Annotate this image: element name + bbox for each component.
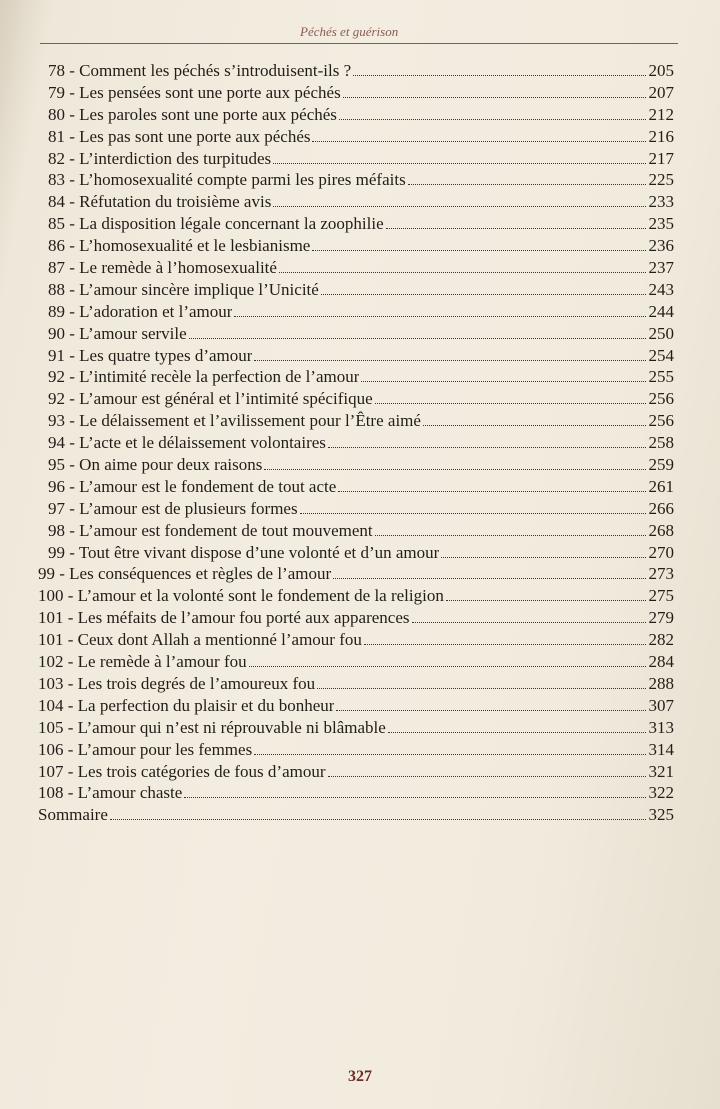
toc-entry-page: 325 bbox=[648, 805, 674, 825]
dot-leader bbox=[264, 469, 645, 470]
toc-entry bbox=[38, 717, 674, 739]
dot-leader bbox=[375, 403, 646, 404]
toc-entry-title: 91 - Les quatre types d’amour bbox=[48, 345, 253, 365]
toc-entry bbox=[38, 695, 674, 717]
toc-entry-title: Sommaire bbox=[38, 805, 108, 825]
toc-entry bbox=[38, 782, 674, 804]
toc-entry-page: 275 bbox=[648, 586, 674, 606]
dot-leader bbox=[249, 666, 646, 667]
toc-entry-page: 321 bbox=[648, 761, 674, 781]
toc-entry-title: 92 - L’amour est général et l’intimité spécifique bbox=[48, 389, 373, 409]
toc-entry bbox=[38, 542, 674, 564]
dot-leader bbox=[408, 184, 646, 185]
toc-entry-page: 233 bbox=[648, 192, 674, 212]
toc-entry-title: 100 - L’amour et la volonté sont le fondement de la religion bbox=[38, 586, 444, 606]
toc-entry-title: 93 - Le délaissement et l’avilissement pour l’Être aimé bbox=[48, 411, 421, 431]
toc-entry-page: 313 bbox=[648, 717, 674, 737]
toc-entry bbox=[38, 520, 674, 542]
toc-entry bbox=[38, 301, 674, 323]
dot-leader bbox=[254, 360, 645, 361]
toc-entry bbox=[38, 126, 674, 148]
toc-entry-page: 250 bbox=[648, 323, 674, 343]
dot-leader bbox=[317, 688, 645, 689]
dot-leader bbox=[388, 732, 646, 733]
dot-leader bbox=[364, 644, 646, 645]
dot-leader bbox=[254, 754, 645, 755]
toc-entry-page: 259 bbox=[648, 455, 674, 475]
toc-entry bbox=[38, 257, 674, 279]
toc-entry-title: 88 - L’amour sincère implique l’Unicité bbox=[48, 279, 319, 299]
toc-entry bbox=[38, 191, 674, 213]
toc-entry-page: 307 bbox=[648, 695, 674, 715]
toc-entry bbox=[38, 323, 674, 345]
dot-leader bbox=[328, 776, 646, 777]
dot-leader bbox=[375, 535, 646, 536]
dot-leader bbox=[361, 381, 645, 382]
toc-entry bbox=[38, 235, 674, 257]
dot-leader bbox=[110, 819, 646, 820]
toc-entry bbox=[38, 410, 674, 432]
dot-leader bbox=[189, 338, 646, 339]
dot-leader bbox=[300, 513, 646, 514]
toc-entry bbox=[38, 169, 674, 191]
toc-entry-title: 101 - Ceux dont Allah a mentionné l’amour fou bbox=[38, 630, 362, 650]
toc-entry-page: 254 bbox=[648, 345, 674, 365]
dot-leader bbox=[441, 557, 645, 558]
dot-leader bbox=[328, 447, 646, 448]
toc-entry bbox=[38, 104, 674, 126]
table-of-contents bbox=[38, 60, 674, 826]
toc-entry-page: 256 bbox=[648, 411, 674, 431]
toc-entry-title: 89 - L’adoration et l’amour bbox=[48, 301, 233, 321]
toc-entry bbox=[38, 366, 674, 388]
toc-entry-title: 99 - Les conséquences et règles de l’amour bbox=[38, 564, 332, 584]
toc-entry-page: 243 bbox=[648, 279, 674, 299]
toc-entry-page: 207 bbox=[648, 82, 674, 102]
dot-leader bbox=[338, 491, 645, 492]
toc-entry-page: 237 bbox=[648, 258, 674, 278]
dot-leader bbox=[339, 119, 646, 120]
toc-entry bbox=[38, 82, 674, 104]
toc-entry-title: 104 - La perfection du plaisir et du bonheur bbox=[38, 695, 335, 715]
toc-entry bbox=[38, 388, 674, 410]
toc-entry-title: 103 - Les trois degrés de l’amoureux fou bbox=[38, 673, 316, 693]
toc-entry bbox=[38, 60, 674, 82]
toc-entry-page: 225 bbox=[648, 170, 674, 190]
toc-entry-title: 95 - On aime pour deux raisons bbox=[48, 455, 263, 475]
toc-entry bbox=[38, 498, 674, 520]
toc-entry-title: 83 - L’homosexualité compte parmi les pires méfaits bbox=[48, 170, 406, 190]
dot-leader bbox=[446, 600, 646, 601]
dot-leader bbox=[184, 797, 645, 798]
dot-leader bbox=[336, 710, 645, 711]
toc-entry-title: 101 - Les méfaits de l’amour fou porté aux apparences bbox=[38, 608, 410, 628]
toc-entry-page: 273 bbox=[648, 564, 674, 584]
dot-leader bbox=[343, 97, 646, 98]
toc-entry-title: 90 - L’amour servile bbox=[48, 323, 187, 343]
toc-entry bbox=[38, 213, 674, 235]
toc-entry-title: 99 - Tout être vivant dispose d’une volonté et d’un amour bbox=[48, 542, 440, 562]
toc-entry-page: 258 bbox=[648, 433, 674, 453]
toc-entry-title: 105 - L’amour qui n’est ni réprouvable ni blâmable bbox=[38, 717, 386, 737]
toc-entry-title: 86 - L’homosexualité et le lesbianisme bbox=[48, 236, 311, 256]
toc-entry-title: 79 - Les pensées sont une porte aux péchés bbox=[48, 82, 341, 102]
dot-leader bbox=[386, 228, 646, 229]
toc-entry bbox=[38, 432, 674, 454]
dot-leader bbox=[321, 294, 646, 295]
running-head: Péchés et guérison bbox=[300, 24, 399, 39]
toc-entry bbox=[38, 629, 674, 651]
toc-entry-page: 216 bbox=[648, 126, 674, 146]
toc-entry bbox=[38, 761, 674, 783]
toc-entry-title: 84 - Réfutation du troisième avis bbox=[48, 192, 272, 212]
toc-entry-page: 282 bbox=[648, 630, 674, 650]
toc-entry-title: 107 - Les trois catégories de fous d’amour bbox=[38, 761, 326, 781]
toc-entry-page: 279 bbox=[648, 608, 674, 628]
dot-leader bbox=[279, 272, 646, 273]
toc-entry bbox=[38, 739, 674, 761]
toc-entry-page: 266 bbox=[648, 498, 674, 518]
toc-entry bbox=[38, 651, 674, 673]
page-number: 327 bbox=[348, 1068, 372, 1085]
toc-entry-title: 82 - L’interdiction des turpitudes bbox=[48, 148, 272, 168]
toc-entry-title: 106 - L’amour pour les femmes bbox=[38, 739, 253, 759]
toc-entry-page: 236 bbox=[648, 236, 674, 256]
toc-entry bbox=[38, 345, 674, 367]
toc-entry-title: 108 - L’amour chaste bbox=[38, 783, 183, 803]
toc-entry bbox=[38, 454, 674, 476]
toc-entry-page: 288 bbox=[648, 673, 674, 693]
toc-entry-title: 78 - Comment les péchés s’introduisent-ils ? bbox=[48, 61, 352, 80]
toc-entry-page: 261 bbox=[648, 476, 674, 496]
toc-entry bbox=[38, 607, 674, 629]
toc-entry-title: 85 - La disposition légale concernant la zoophilie bbox=[48, 214, 384, 234]
toc-entry-page: 255 bbox=[648, 367, 674, 387]
toc-entry bbox=[38, 148, 674, 170]
toc-entry bbox=[38, 804, 674, 826]
toc-entry-page: 244 bbox=[648, 301, 674, 321]
toc-entry-title: 102 - Le remède à l’amour fou bbox=[38, 652, 247, 672]
dot-leader bbox=[333, 578, 645, 579]
toc-entry-page: 235 bbox=[648, 214, 674, 234]
toc-entry bbox=[38, 585, 674, 607]
toc-entry-title: 96 - L’amour est le fondement de tout acte bbox=[48, 476, 337, 496]
toc-entry-page: 270 bbox=[648, 542, 674, 562]
toc-entry-page: 256 bbox=[648, 389, 674, 409]
toc-entry-title: 98 - L’amour est fondement de tout mouvement bbox=[48, 520, 373, 540]
toc-entry-page: 268 bbox=[648, 520, 674, 540]
dot-leader bbox=[312, 250, 645, 251]
toc-entry-title: 81 - Les pas sont une porte aux péchés bbox=[48, 126, 311, 146]
toc-entry bbox=[38, 279, 674, 301]
toc-entry-title: 80 - Les paroles sont une porte aux péchés bbox=[48, 104, 337, 124]
toc-entry-page: 212 bbox=[648, 104, 674, 124]
dot-leader bbox=[273, 163, 645, 164]
dot-leader bbox=[423, 425, 646, 426]
dot-leader bbox=[273, 206, 645, 207]
toc-entry bbox=[38, 673, 674, 695]
dot-leader bbox=[353, 75, 645, 76]
dot-leader bbox=[312, 141, 645, 142]
dot-leader bbox=[412, 622, 646, 623]
toc-entry-page: 314 bbox=[648, 739, 674, 759]
toc-entry-page: 217 bbox=[648, 148, 674, 168]
dot-leader bbox=[234, 316, 645, 317]
toc-entry-title: 97 - L’amour est de plusieurs formes bbox=[48, 498, 298, 518]
toc-entry bbox=[38, 563, 674, 585]
toc-entry-page: 205 bbox=[648, 61, 674, 80]
toc-entry-title: 94 - L’acte et le délaissement volontaires bbox=[48, 433, 326, 453]
header-rule bbox=[40, 43, 678, 44]
toc-entry-title: 92 - L’intimité recèle la perfection de l’amour bbox=[48, 367, 360, 387]
toc-entry-title: 87 - Le remède à l’homosexualité bbox=[48, 258, 277, 278]
toc-entry-page: 322 bbox=[648, 783, 674, 803]
toc-entry bbox=[38, 476, 674, 498]
toc-entry-page: 284 bbox=[648, 652, 674, 672]
